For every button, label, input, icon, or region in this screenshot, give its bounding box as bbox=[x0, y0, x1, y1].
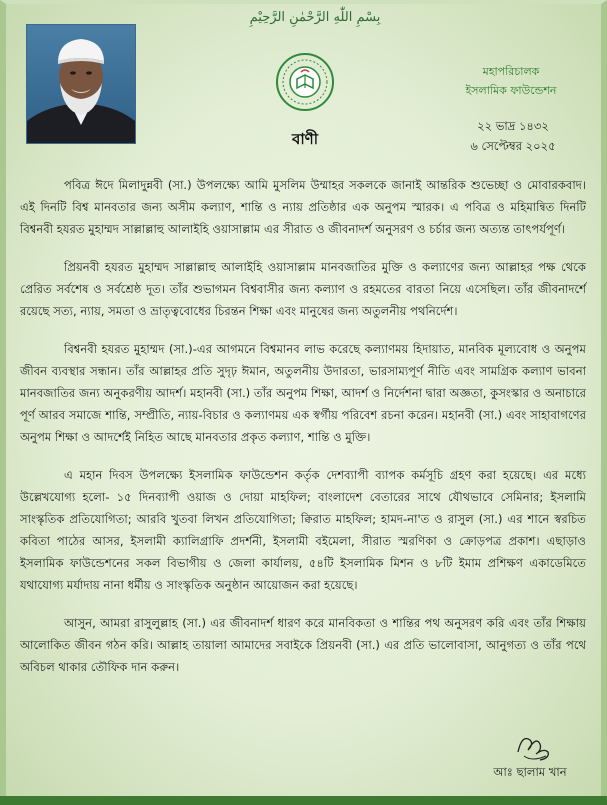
organization-block bbox=[446, 62, 576, 100]
message-body bbox=[20, 174, 586, 678]
paragraph: পবিত্র ঈদে মিলাদুন্নবী (সা.) উপলক্ষ্যে আমি মুসলিম উম্মাহর সকলকে জানাই আন্তরিক শুভেচ্ছা ও মোবারকবাদ। এই দিনটি বিশ্ব মানবতার জন্য অসীম কল্যাণ, শান্তি ও ন্যায় প্রতিষ্ঠার এক অনুপম স্মারক। এ পবিত্র ও মহিমান্বিত দিনটি বিশ্বনবী হযরত মুহাম্মদ সাল্লাল্লাহু আলাইহি ওয়াসাল্লাম এর সীরাত ও জীবনাদর্শ অনুসরণ ও চর্চার জন্য অত্যন্ত তাৎপর্যপূর্ণ। bbox=[20, 178, 586, 236]
paragraph: এ মহান দিবস উপলক্ষ্যে ইসলামিক ফাউন্ডেশন কর্তৃক দেশব্যাপী ব্যাপক কর্মসূচি গ্রহণ করা হয়েছে। এর মধ্যে উল্লেখযোগ্য হলো- ১৫ দিনব্যাপী ওয়াজ ও দোয়া মাহফিল; বাংলাদেশ বেতারের সাথে যৌথভাবে সেমিনার; ইসলামি সাংস্কৃতিক প্রতিযোগিতা; আরবি খুতবা লিখন প্রতিযোগিতা; ক্বিরাত মাহফিল; হামদ-না'ত ও রাসুল (সা.) এর শানে স্বরচিত কবিতা পাঠের আসর, ইসলামী ক্যালিগ্রাফি প্রদর্শনী, ইসলামী বইমেলা, সীরাত স্মরণিকা ও ক্রোড়পত্র প্রকাশ। এছাড়াও ইসলামিক ফাউন্ডেশনের সকল বিভাগীয় ও জেলা কার্যালয়, ৫৪টি ইসলামিক মিশন ও ৮টি ইমাম প্রশিক্ষণ একাডেমিতে যথাযোগ্য মর্যাদায় নানা ধর্মীয় ও সাংস্কৃতিক অনুষ্ঠান আয়োজন করা হয়েছে। bbox=[20, 468, 586, 592]
bottom-bar bbox=[0, 796, 607, 805]
date-hijri: ২২ ভাদ্র ১৪৩২ bbox=[477, 119, 549, 133]
paragraph: প্রিয়নবী হযরত মুহাম্মদ সাল্লাল্লাহু আলাইহি ওয়াসাল্লাম মানবজাতির মুক্তি ও কল্যাণের জন্য আল্লাহর পক্ষ থেকে প্রেরিত সর্বশেষ ও সর্বশ্রেষ্ঠ দূত। তাঁর শুভাগমন বিশ্ববাসীর জন্য কল্যাণ ও রহমতের বারতা নিয়ে এসেছিল। তাঁর জীবনাদর্শে রয়েছে সত্য, ন্যায়, সমতা ও ভ্রাতৃত্ববোধের চিরন্তন শিক্ষা এবং মানুষের জন্য অতুলনীয় পথনির্দেশ। bbox=[20, 260, 586, 318]
portrait-photo bbox=[26, 24, 136, 144]
bismillah-calligraphy: بِسْمِ اللّٰهِ الرَّحْمٰنِ الرَّحِيْمِ bbox=[249, 10, 381, 25]
org-name: ইসলামিক ফাউন্ডেশন bbox=[465, 84, 557, 97]
islamic-foundation-logo-icon bbox=[275, 52, 335, 112]
page-title: বাণী bbox=[291, 130, 319, 148]
date-block bbox=[438, 116, 588, 156]
paragraph: আসুন, আমরা রাসুলুল্লাহ (সা.) এর জীবনাদর্শ ধারণ করে মানবিকতা ও শান্তির পথ অনুসরণ করি এবং তাঁর শিক্ষায় আলোকিত জীবন গঠন করি। আল্লাহ তায়ালা আমাদের সবাইকে প্রিয়নবী (সা.) এর প্রতি ভালোবাসা, আনুগত্য ও তাঁর পথে অবিচল থাকার তৌফিক দান করুন। bbox=[20, 616, 586, 674]
date-gregorian: ৬ সেপ্টেম্বর ২০২৫ bbox=[470, 139, 556, 153]
org-title: মহাপরিচালক bbox=[482, 65, 540, 78]
paragraph: বিশ্বনবী হযরত মুহাম্মদ (সা.)-এর আগমনে বিশ্বমানব লাভ করেছে কল্যাণময় হিদায়াত, মানবিক মূল্যবোধ ও অনুপম জীবন ব্যবস্থার সন্ধান। তাঁর আল্লাহর প্রতি সুদৃঢ় ঈমান, অতুলনীয় উদারতা, ভারসাম্যপূর্ণ নীতি এবং সামগ্রিক কল্যাণ ভাবনা মানবজাতির জন্য অনুকরণীয় আদর্শ। মহানবী (সা.) তাঁর অনুপম শিক্ষা, আদর্শ ও নির্দেশনা দ্বারা অজ্ঞতা, কুসংস্কার ও অনাচারে পূর্ণ আরব সমাজে শান্তি, সম্প্রীতি, ন্যায়-বিচার ও কল্যাণময় এক স্বর্গীয় পরিবেশ রচনা করেন। মহানবী (সা.) এবং সাহাবাগণের অনুপম শিক্ষা ও আদর্শেই নিহিত আছে মানবতার প্রকৃত কল্যাণ, শান্তি ও মুক্তি। bbox=[20, 342, 586, 444]
signer-name: আঃ ছালাম খান bbox=[493, 765, 567, 779]
signature-icon bbox=[510, 726, 556, 766]
